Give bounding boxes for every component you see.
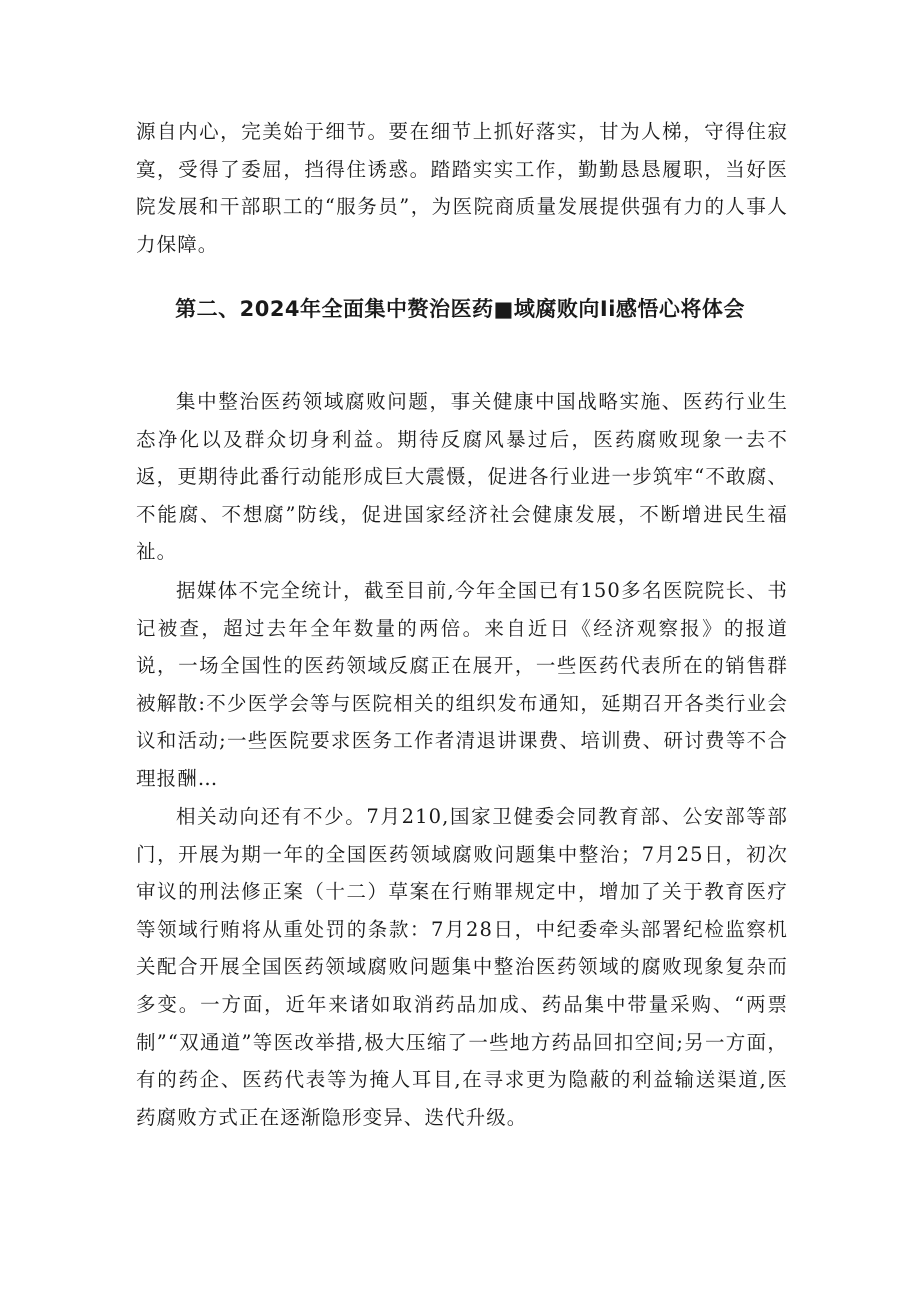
body-paragraph-3: 相关动向还有不少。7月210,国家卫健委会同教育部、公安部等部门，开展为期一年的全国医药领域腐败问题集中整治；7月25日，初次审议的刑法修正案（十二）草案在行贿罪规定中，增加了关于教育医疗等领域行贿将从重处罚的条款：7月28日，中纪委牵头部署纪检监察机关配合开展全国医药领域腐败问题集中整治医药领域的腐败现象复杂而多变。一方面，近年来诸如取消药品加成、药品集中带量采购、“两票制”“双通道”等医改举措,极大压缩了一些地方药品回扣空间;另一方面，有的药企、医药代表等为掩人耳目,在寻求更为隐蔽的利益输送渠道,医药腐败方式正在逐渐隐形变异、迭代升级。 (136, 805, 788, 1129)
body-paragraph-2: 据媒体不完全统计，截至目前,今年全国已有150多名医院院长、书记被查，超过去年全年数量的两倍。来自近日《经济观察报》的报道说，一场全国性的医药领域反腐正在展开，一些医药代表所在的销售群被解散:不少医学会等与医院相关的组织发布通知，延期召开各类行业会议和活动;一些医院要求医务工作者清退讲课费、培训费、研讨费等不合理报酬… (136, 579, 788, 790)
body-paragraph-1: 集中整治医药领域腐败问题，事关健康中国战略实施、医药行业生态净化以及群众切身利益。期待反腐风暴过后，医药腐败现象一去不返，更期待此番行动能形成巨大震慑，促进各行业进一步筑牢“不敢腐、不能腐、不想腐”防线，促进国家经济社会健康发展，不断增进民生福祉。 (136, 390, 788, 564)
intro-paragraph: 源自内心，完美始于细节。要在细节上抓好落实，甘为人梯，守得住寂寞，受得了委屈，挡得住诱惑。踏踏实实工作，勤勤恳恳履职，当好医院发展和干部职工的“服务员”，为医院商质量发展提供强有力的人事人力保障。 (136, 120, 788, 256)
section-heading: 第二、2024年全面集中赘治医药■域腐败向Ii感悟心将体会 (175, 297, 745, 321)
